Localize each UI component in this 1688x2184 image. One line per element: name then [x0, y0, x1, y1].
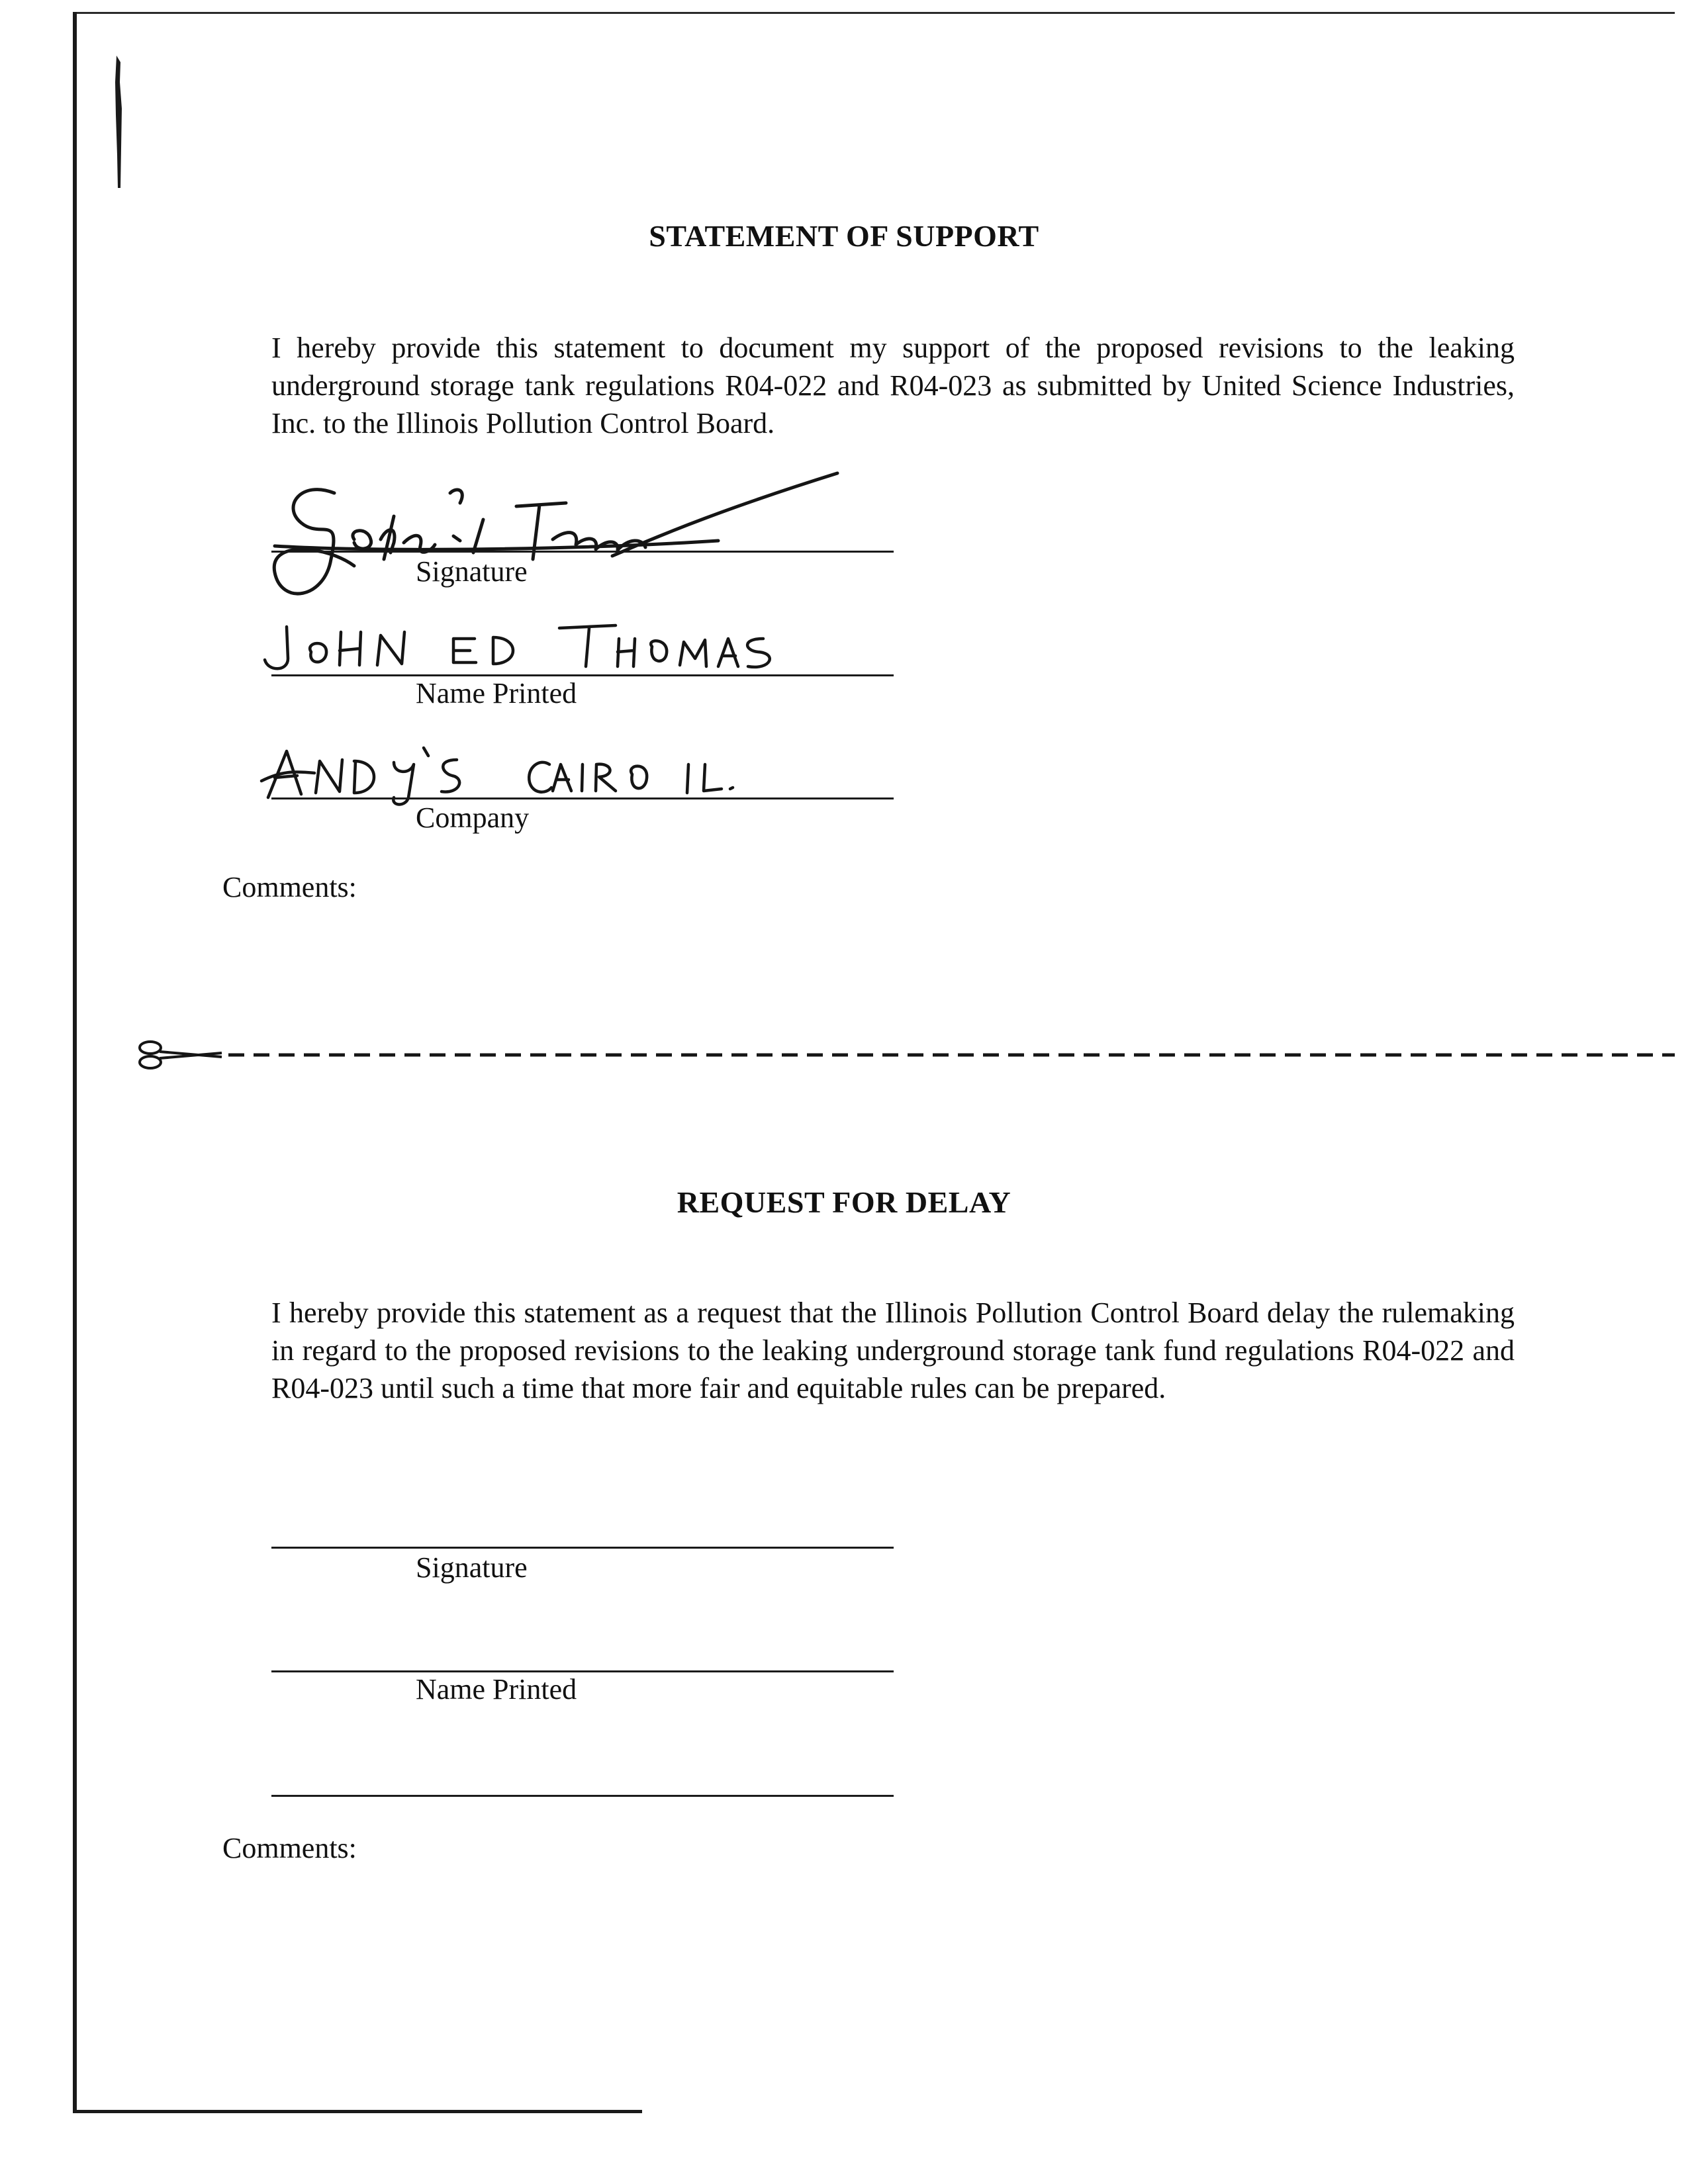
delay-signature-label: Signature: [416, 1551, 528, 1584]
support-comments-label: Comments:: [222, 871, 357, 903]
delay-body: I hereby provide this statement as a request that the Illinois Pollution Control Board delay the rulemaking in regard to the proposed revisions to the leaking underground storage tank fund regulations R04-022 and R04-023 until such a time that more fair and equitable rules can be prepared.: [271, 1297, 1515, 1404]
support-body: I hereby provide this statement to document my support of the proposed revisions to the leaking underground storage tank regulations R04-022 and R04-023 as submitted by United Science Industries, Inc. to the Illinois Pollution Control Board.: [271, 332, 1515, 439]
scan-border-left: [73, 12, 77, 2113]
support-signature-label: Signature: [416, 555, 528, 588]
handwritten-signature: [255, 467, 950, 609]
support-company-line[interactable]: [271, 797, 894, 799]
scan-border-top: [73, 12, 1675, 14]
support-signature-line[interactable]: [271, 551, 894, 553]
support-title: STATEMENT OF SUPPORT: [649, 219, 1039, 253]
support-name-line[interactable]: [271, 674, 894, 676]
delay-name-line[interactable]: [271, 1670, 894, 1672]
scan-border-bottom: [73, 2110, 642, 2113]
delay-title: REQUEST FOR DELAY: [677, 1185, 1011, 1219]
handwritten-name: [255, 619, 851, 678]
delay-comments-label: Comments:: [222, 1832, 357, 1864]
cut-line: [136, 1033, 1675, 1073]
delay-company-line[interactable]: [271, 1795, 894, 1797]
support-name-label: Name Printed: [416, 677, 577, 709]
handwritten-company: [255, 735, 890, 807]
scissors-icon: [140, 1042, 222, 1068]
delay-signature-line[interactable]: [271, 1547, 894, 1549]
delay-name-label: Name Printed: [416, 1673, 577, 1706]
scan-mark: [114, 56, 123, 188]
support-company-label: Company: [416, 801, 530, 834]
